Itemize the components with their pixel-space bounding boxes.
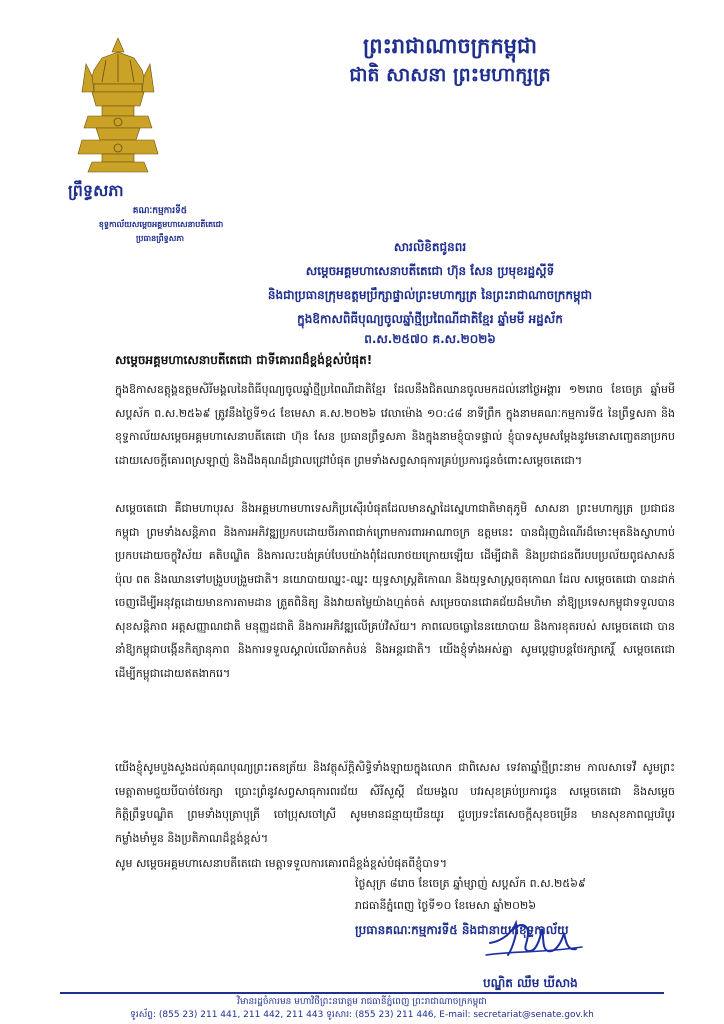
footer-divider: [60, 992, 664, 994]
letter-title: សារលិខិតជូនពរ: [393, 240, 467, 254]
footer-address: វិមានរដ្ឋចំការមន មហាវិថីព្រះនរោត្តម រាជធានីភ្នំពេញ ព្រះរាជាណាចក្រកម្ពុជា: [237, 997, 487, 1007]
subject-line-2: និងជាប្រធានក្រុមឧត្តមប្រឹក្សាផ្ទាល់ព្រះមហាក្សត្រ នៃព្រះរាជាណាចក្រកម្ពុជា: [267, 288, 593, 302]
footer-contact: ទូរស័ព្ទ: (855 23) 211 441, 211 442, 211 443 ទូរសារ: (855 23) 211 446, E-mail: secretariat@senate.gov.kh: [130, 1010, 594, 1020]
lunar-date: ថ្ងៃសុក្រ ៨រោច ខែចេត្រ ឆ្នាំម្សាញ់ សប្តស័ក ព.ស.២៥៦៩: [355, 877, 586, 890]
signer-title: ប្រធានគណៈកម្មការទី៥ និងជានាយកខុទ្ទកាល័យ: [355, 923, 569, 937]
body-paragraph-1: ក្នុងឱកាសឧត្តុង្គឧត្តមសិរីមង្គលនៃពិធីបុណ្យចូលឆ្នាំថ្មីប្រពៃណីជាតិខ្មែរ ដែលនឹងជិតឈានចូលមកដល់នៅថ្ងៃអង្គារ ១២រោច ខែចេត្រ ឆ្នាំមមី សប្តស័ក ព.ស.២៥៦៩ ត្រូវនឹងថ្ងៃទី១៤ ខែមេសា គ.ស.២០២៦ វេលាម៉ោង ១០:៤៨ នាទីព្រឹក ក្នុងនាមគណៈកម្មការទី៥ នៃព្រឹទ្ធសភា និងខុទ្ទកាល័យសម្ដេចអគ្គមហាសេនាបតីតេជោ ហ៊ុន សែន ប្រធានព្រឹទ្ធសភា និងក្នុងនាមខ្ញុំបាទផ្ទាល់ ខ្ញុំបាទសូមសម្ដែងនូវមនោសញ្ចេតនាប្រកបដោយសេចក្តីគោរពស្រឡាញ់ និងដឹងគុណដ៏ជ្រាលជ្រៅបំផុត ព្រមទាំងសព្ទសាធុការគ្រប់ប្រការជូនចំពោះសម្ដេចតេជោ។: [115, 383, 675, 467]
cabinet-role: ប្រធានព្រឹទ្ធសភា: [136, 234, 184, 243]
body-paragraph-2: សម្ដេចតេជោ គឺជាមហាបុរស និងអគ្គមហាមហាទេសភិប្រស៊ើរបំផុតដែលមានស្នាដៃស្នេហាជាតិមាតុភូមិ សាសនា ព្រះមហាក្សត្រ ប្រជាជនកម្ពុជា ព្រមទាំងសន្តិភាព និងការអភិវឌ្ឍប្រកបដោយចីរភាពជាក់ព្រោមការពារអាណាចក្រ ឧត្តមនេះ បានជំរុញដំណើរដ៏មោះមុតនិងស្វាហាប់ប្រកបដោយចក្ខុវិស័យ គតិបណ្ឌិត និងការលះបង់គ្រប់បែបយ៉ាងពុំដែលរាថយក្រោយឡើយ ដើម្បីជាតិ និងប្រជាជនពីរបបប្រល័យពូជសាសន៍ ប៉ុល ពត និងឈានទៅបង្រួបបង្រួមជាតិ។ នយោបាយឈ្នះ-ឈ្នះ យុទ្ធសាស្ត្រតិកោណ និងយុទ្ធសាស្ត្រចតុកោណ ដែល សម្ដេចតេជោ បានដាក់ចេញដើម្បីអនុវត្តដោយមានការតាមដាន ត្រួតពិនិត្យ និងវាយតម្លៃយ៉ាងហ្មត់ចត់ សម្រេចបានជោគជ័យដ៏មហិមា នាំឱ្យប្រទេសកម្ពុជាទទួលបានសុខសន្តិភាព អត្តសញ្ញាណជាតិ មនុញ្ញដជាតិ និងការអភិវឌ្ឍលើគ្រប់វិស័យ។ ភាពលេចធ្លោនៃនយោបាយ និងការខុតរបស់ សម្ដេចតេជោ បាននាំឱ្យកម្ពុជាបង្កើនកិត្យានុភាព និងការទទួលស្គាល់លើឆាកតំបន់ និងអន្តរជាតិ។ យើងខ្ញុំទាំងអស់គ្នា សូមប្តេជ្ញាបន្តថែរក្សាកេរ្តិ៍ សម្ដេចតេជោ ដើម្បីកម្ពុជាដោយឥតងាករេ។: [115, 502, 675, 680]
subject-line-3: ក្នុងឱកាសពិធីបុណ្យចូលឆ្នាំថ្មីប្រពៃណីជាតិខ្មែរ ឆ្នាំមមី អដ្ឋស័ក: [297, 312, 563, 326]
body-paragraph-4: សូម សម្ដេចអគ្គមហាសេនាបតីតេជោ មេត្តាទទួលការគោរពដ៏ខ្ពង់ខ្ពស់បំផុតពីខ្ញុំបាទ។: [115, 857, 447, 870]
signer-name: បណ្ឌិត ឈឹម ឃីសាង: [483, 976, 578, 990]
kingdom-heading: ព្រះរាជាណាចក្រកម្ពុជា: [362, 34, 537, 58]
body-paragraph-3: យើងខ្ញុំសូមបួងសួងដល់គុណបុណ្យព្រះរតនត្រ័យ និងវត្ថុស័ក្តិសិទ្ធិទាំងឡាយក្នុងលោក ជាពិសេស ទេវតាឆ្នាំថ្មីព្រះនាម កាលសាទេវី សូមព្រះមេត្តាតាមជួយបីបាច់ថែរក្សា ប្រោះព្រំនូវសព្វសាធុការពរជ័យ សិរីសួស្តី ជ័យមង្គល បវរសុខគ្រប់ប្រការជូន សម្ដេចតេជោ និងសម្ដេចកិត្តិព្រឹទ្ធបណ្ឌិត ព្រមទាំងបុត្រាបុត្រី ចៅប្រុសចៅស្រី សូមមានជន្មាយុយឺនយូរ ជួបប្រទះតែសេចក្តីសុខចម្រើន មានសុខភាពល្អបរិបូរ កម្លាំងមាំមួន និងប្រតិភាណដ៏ខ្ពង់ខ្ពស់។: [115, 761, 675, 845]
senate-emblem-icon: [72, 36, 164, 174]
subject-date: ព.ស.២៥៧០ គ.ស.២០២៦: [364, 332, 496, 346]
national-motto: ជាតិ សាសនា ព្រះមហាក្សត្រ: [349, 64, 551, 86]
organization-name: ព្រឹទ្ធសភា: [68, 181, 124, 200]
salutation: សម្ដេចអគ្គមហាសេនាបតីតេជោ ជាទីគោរពដ៏ខ្ពង់ខ្ពស់បំផុត!: [115, 353, 373, 367]
commission-name: គណៈកម្មការទី៥: [132, 206, 188, 216]
solar-date: រាជធានីភ្នំពេញ ថ្ងៃទី១០ ខែមេសា ឆ្នាំ២០២៦: [355, 899, 537, 912]
cabinet-name: ខុទ្ទកាល័យសម្ដេចអគ្គមហាសេនាបតីតេជោ: [98, 220, 224, 229]
handwritten-signature: [482, 903, 592, 973]
subject-line-1: សម្ដេចអគ្គមហាសេនាបតីតេជោ ហ៊ុន សែន ប្រមុខរដ្ឋស្ដីទី: [305, 264, 555, 278]
